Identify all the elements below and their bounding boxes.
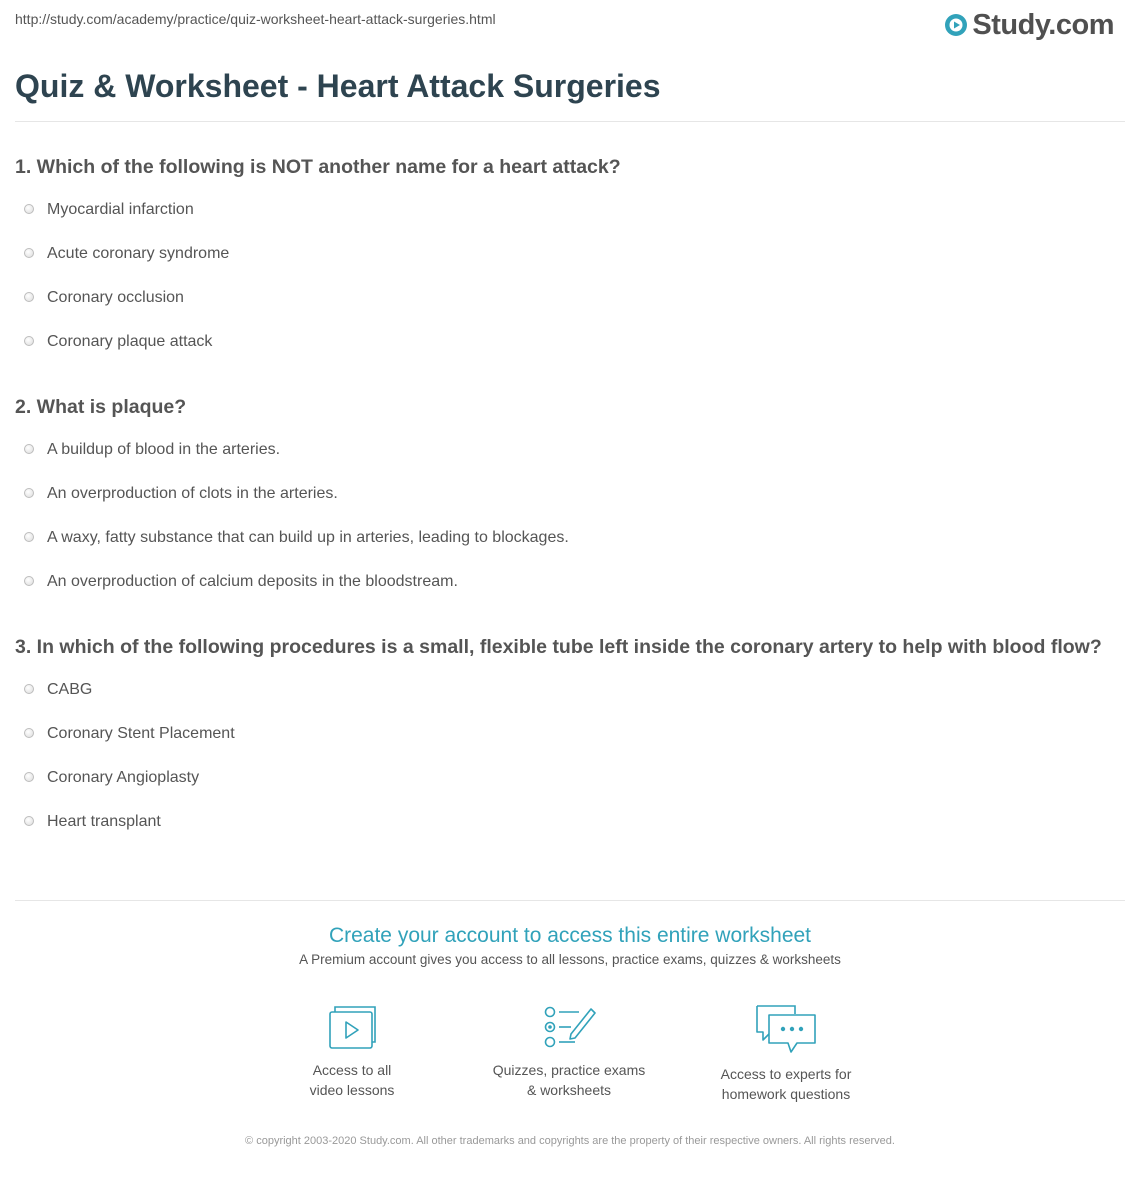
- answer-option[interactable]: [15, 668, 1120, 712]
- answer-label: Coronary Stent Placement: [47, 725, 235, 742]
- feature-label: & worksheets: [526, 1082, 612, 1098]
- logo-text: Study.com: [972, 8, 1114, 41]
- question-2: [15, 393, 1120, 604]
- answer-option[interactable]: [15, 276, 1120, 320]
- chat-bubbles-icon: [753, 1002, 819, 1056]
- answer-option[interactable]: [15, 428, 1120, 472]
- divider: [15, 121, 1125, 122]
- radio-button[interactable]: [24, 292, 34, 302]
- cta-heading-link[interactable]: Create your account to access this entire worksheet: [328, 924, 812, 947]
- radio-button[interactable]: [24, 816, 34, 826]
- answer-options: [15, 428, 1120, 604]
- answer-option[interactable]: [15, 800, 1120, 844]
- answer-option[interactable]: [15, 188, 1120, 232]
- question-text: 3. In which of the following procedures is a small, flexible tube left inside the coronary artery to help with blood flow?: [15, 636, 1102, 658]
- radio-button[interactable]: [24, 204, 34, 214]
- copyright-text: © copyright 2003-2020 Study.com. All other trademarks and copyrights are the property of their respective owners. All rights reserved.: [245, 1135, 895, 1147]
- answer-label: A buildup of blood in the arteries.: [47, 441, 281, 458]
- answer-label: Coronary occlusion: [47, 289, 184, 306]
- divider: [15, 900, 1125, 901]
- radio-button[interactable]: [24, 684, 34, 694]
- answer-label: CABG: [47, 681, 93, 698]
- feature-quizzes: [469, 1002, 669, 1100]
- answer-label: Acute coronary syndrome: [47, 245, 230, 262]
- play-logo-icon: [944, 13, 968, 37]
- answer-option[interactable]: [15, 516, 1120, 560]
- answer-option[interactable]: [15, 320, 1120, 364]
- answer-options: [15, 668, 1120, 844]
- feature-label: video lessons: [309, 1082, 395, 1098]
- question-1: [15, 153, 1120, 364]
- question-3: [15, 633, 1120, 844]
- radio-button[interactable]: [24, 728, 34, 738]
- answer-options: [15, 188, 1120, 364]
- signup-cta: [0, 922, 1140, 967]
- radio-button[interactable]: [24, 576, 34, 586]
- answer-label: Coronary plaque attack: [47, 333, 213, 350]
- feature-label: Access to all: [312, 1062, 392, 1078]
- page-title: Quiz & Worksheet - Heart Attack Surgeries: [15, 68, 661, 104]
- feature-label: Access to experts for: [720, 1066, 852, 1082]
- radio-button[interactable]: [24, 444, 34, 454]
- quiz-checklist-icon: [541, 1002, 597, 1052]
- cta-subheading: A Premium account gives you access to all lessons, practice exams, quizzes & worksheets: [299, 952, 841, 967]
- radio-button[interactable]: [24, 248, 34, 258]
- answer-option[interactable]: [15, 756, 1120, 800]
- page-url: http://study.com/academy/practice/quiz-worksheet-heart-attack-surgeries.html: [15, 11, 496, 27]
- feature-video-lessons: [252, 1002, 452, 1100]
- radio-button[interactable]: [24, 532, 34, 542]
- answer-label: Myocardial infarction: [47, 201, 194, 218]
- answer-label: An overproduction of calcium deposits in the bloodstream.: [47, 573, 458, 590]
- answer-option[interactable]: [15, 712, 1120, 756]
- video-lessons-icon: [324, 1002, 380, 1052]
- feature-experts: [686, 1002, 886, 1104]
- answer-option[interactable]: [15, 232, 1120, 276]
- answer-label: A waxy, fatty substance that can build up in arteries, leading to blockages.: [47, 529, 569, 546]
- copyright-footer: [0, 1133, 1140, 1150]
- feature-label: homework questions: [721, 1086, 851, 1102]
- answer-option[interactable]: [15, 560, 1120, 604]
- radio-button[interactable]: [24, 336, 34, 346]
- study-logo[interactable]: [944, 6, 1114, 44]
- radio-button[interactable]: [24, 488, 34, 498]
- question-text: 1. Which of the following is NOT another name for a heart attack?: [15, 156, 621, 178]
- radio-button[interactable]: [24, 772, 34, 782]
- answer-label: An overproduction of clots in the arteries.: [47, 485, 338, 502]
- answer-label: Coronary Angioplasty: [47, 769, 200, 786]
- feature-label: Quizzes, practice exams: [492, 1062, 646, 1078]
- question-text: 2. What is plaque?: [15, 396, 187, 418]
- answer-option[interactable]: [15, 472, 1120, 516]
- answer-label: Heart transplant: [47, 813, 161, 830]
